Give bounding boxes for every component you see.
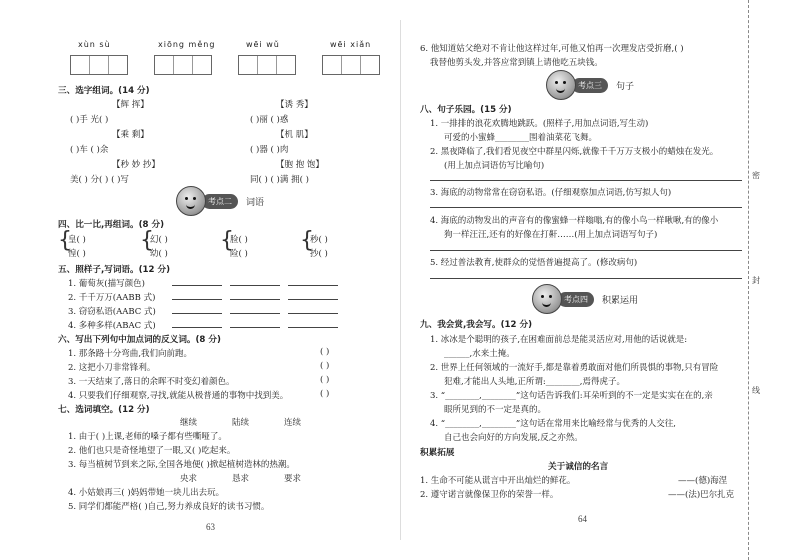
s4-r1c2: 幻( ) bbox=[150, 235, 168, 245]
badge-title: 积累运用 bbox=[602, 295, 639, 306]
answer-line[interactable] bbox=[230, 327, 280, 328]
answer-line[interactable] bbox=[172, 285, 222, 286]
s4-r2c2: 幼( ) bbox=[150, 249, 168, 259]
s7-item-5: 5. 同学们都能严格( )自己,努力养成良好的读书习惯。 bbox=[68, 502, 270, 512]
s3-group-2: 【诱 秀】 bbox=[276, 100, 313, 110]
page-number-left: 63 bbox=[206, 522, 215, 532]
badge-tag: 考点三 bbox=[572, 78, 608, 93]
badge-topic-3 bbox=[546, 70, 634, 100]
answer-line[interactable] bbox=[430, 207, 742, 208]
badge-topic-2 bbox=[176, 186, 264, 216]
s3-group-3: 【乘 剩】 bbox=[112, 130, 149, 140]
section-9-title: 九、我会赏,我会写。(12 分) bbox=[420, 320, 533, 330]
s3-group-5: 【秒 妙 抄】 bbox=[112, 160, 160, 170]
s3-group-1: 【辉 挥】 bbox=[112, 100, 149, 110]
answer-line[interactable] bbox=[288, 327, 338, 328]
quotes-subtitle: 关于诚信的名言 bbox=[548, 462, 609, 472]
s8-item-2b: (用上加点词语仿写比喻句) bbox=[444, 161, 545, 171]
s5-item-3: 3. 窃窃私语(AABC 式) bbox=[68, 307, 156, 317]
s6-answer-4[interactable]: ( ) bbox=[320, 389, 330, 399]
s6-answer-2[interactable]: ( ) bbox=[320, 361, 330, 371]
s5-item-1: 1. 葡萄灰(描写颜色) bbox=[68, 279, 145, 289]
s7-item-1: 1. 由于( )上课,老师的嗓子都有些嘶哑了。 bbox=[68, 432, 227, 442]
brace-icon: { bbox=[300, 228, 314, 253]
s6-answer-3[interactable]: ( ) bbox=[320, 375, 330, 385]
s3-group-4: 【机 肌】 bbox=[276, 130, 313, 140]
s8-item-4: 4. 海底的动物发出的声音有的像蜜蜂一样嗡嗡,有的像小鸟一样啾啾,有的像小 bbox=[430, 216, 719, 226]
answer-line[interactable] bbox=[230, 299, 280, 300]
badge-topic-4 bbox=[532, 284, 638, 314]
s6-item-3: 3. 一天结束了,落日的余晖不时变幻着颜色。 bbox=[68, 377, 235, 387]
badge-title: 词语 bbox=[246, 197, 265, 208]
seal-line bbox=[748, 0, 749, 560]
answer-line[interactable] bbox=[172, 327, 222, 328]
badge-title: 句子 bbox=[616, 81, 635, 92]
q6-line-1: 6. 他知道姑父绝对不肯让他这样过年,可他又怕再一次理发店受折磨,( ) bbox=[420, 44, 684, 54]
char-box-4[interactable] bbox=[322, 55, 380, 75]
s4-r1c4: 秒( ) bbox=[310, 235, 328, 245]
quote-2-author: ——(法)巴尔扎克 bbox=[668, 490, 735, 500]
s7-item-3: 3. 每当植树节到来之际,全国各地便( )掀起植树造林的热潮。 bbox=[68, 460, 295, 470]
s6-answer-1[interactable]: ( ) bbox=[320, 347, 330, 357]
s7-item-2: 2. 他们也只是奇怪地望了一眼,又( )吃起来。 bbox=[68, 446, 236, 456]
word-choice: 继续 bbox=[180, 418, 198, 428]
answer-line[interactable] bbox=[288, 299, 338, 300]
section-8-title: 八、句子乐园。(15 分) bbox=[420, 105, 512, 115]
answer-line[interactable] bbox=[288, 313, 338, 314]
s9-item-1b: ______,水来土掩。 bbox=[444, 349, 515, 359]
s8-item-1: 1. 一排排的浪花欢腾地跳跃。(照样子,用加点词语,写生动) bbox=[430, 119, 649, 129]
answer-line[interactable] bbox=[430, 278, 742, 279]
answer-line[interactable] bbox=[172, 299, 222, 300]
answer-line[interactable] bbox=[172, 313, 222, 314]
s3-group-6: 【胞 抱 饱】 bbox=[276, 160, 324, 170]
section-7-title: 七、选词填空。(12 分) bbox=[58, 405, 150, 415]
word-choice: 要求 bbox=[284, 474, 302, 484]
answer-line[interactable] bbox=[430, 250, 742, 251]
brace-icon: { bbox=[58, 228, 72, 253]
s4-r2c3: 险( ) bbox=[230, 249, 248, 259]
s9-item-3b: 眼所见到的不一定是真的。 bbox=[444, 405, 547, 415]
section-4-title: 四、比一比,再组词。(8 分) bbox=[58, 220, 165, 230]
s3-row-2b: ( )器 ( )肉 bbox=[250, 145, 289, 155]
s9-item-4b: 自己也会向好的方向发展,反之亦然。 bbox=[444, 433, 583, 443]
badge-tag: 考点四 bbox=[558, 292, 594, 307]
extension-title: 积累拓展 bbox=[420, 448, 455, 458]
mascot-icon bbox=[546, 70, 576, 100]
s3-row-3a: 美( ) 分( ) ( )写 bbox=[70, 175, 129, 185]
s8-item-2: 2. 黑夜降临了,我们看见夜空中群星闪烁,就像千千万万支极小的蜡烛在发光。 bbox=[430, 147, 719, 157]
page-divider bbox=[400, 20, 401, 540]
mascot-icon bbox=[532, 284, 562, 314]
s9-item-3: 3. “________,________”这句话告诉我们:耳朵听到的不一定是实实在在的,亲 bbox=[430, 391, 713, 401]
char-box-3[interactable] bbox=[238, 55, 296, 75]
s4-r2c1: 惶( ) bbox=[68, 249, 86, 259]
pinyin-2: xiōng měng bbox=[158, 40, 216, 49]
s9-item-1: 1. 冰冰是个聪明的孩子,在困难面前总是能灵活应对,用他的话说就是: bbox=[430, 335, 688, 345]
s3-row-2a: ( )车 ( )余 bbox=[70, 145, 109, 155]
seal-char: 封 bbox=[752, 276, 760, 285]
s8-item-4b: 狗一样汪汪,还有的好像在打鼾……(用上加点词语写句子) bbox=[444, 230, 658, 240]
s9-item-2: 2. 世界上任何领域的一流好手,都是靠着勇敢面对他们所畏惧的事物,只有冒险 bbox=[430, 363, 719, 373]
s5-item-2: 2. 千千万万(AABB 式) bbox=[68, 293, 156, 303]
seal-char: 密 bbox=[752, 171, 760, 180]
s8-item-5: 5. 经过普法教育,使群众的觉悟普遍提高了。(修改病句) bbox=[430, 258, 638, 268]
s6-item-1: 1. 那条路十分弯曲,我们向前跑。 bbox=[68, 349, 193, 359]
pinyin-4: wēi xiǎn bbox=[330, 40, 372, 49]
s8-item-3: 3. 海底的动物常常在窃窃私语。(仔细观察加点词语,仿写拟人句) bbox=[430, 188, 672, 198]
word-choice: 恳求 bbox=[232, 474, 250, 484]
s9-item-4: 4. “________,________”这句话在常用来比喻经常与优秀的人交往, bbox=[430, 419, 676, 429]
s9-item-2b: 犯难,才能出人头地,正所谓:________,焉得虎子。 bbox=[444, 377, 625, 387]
word-choice: 陆续 bbox=[232, 418, 250, 428]
pinyin-3: wēi wǔ bbox=[246, 40, 280, 49]
answer-line[interactable] bbox=[230, 313, 280, 314]
answer-line[interactable] bbox=[430, 180, 742, 181]
answer-line[interactable] bbox=[288, 285, 338, 286]
word-choice: 央求 bbox=[180, 474, 198, 484]
section-5-title: 五、照样子,写词语。(12 分) bbox=[58, 265, 171, 275]
section-6-title: 六、写出下列句中加点词的反义词。(8 分) bbox=[58, 335, 221, 345]
pinyin-1: xùn sù bbox=[78, 40, 111, 49]
s6-item-4: 4. 只要我们仔细观察,寻找,就能从极普通的事物中找到美。 bbox=[68, 391, 289, 401]
quote-1: 1. 生命不可能从谎言中开出灿烂的鲜花。 bbox=[420, 476, 576, 486]
s4-r2c4: 抄( ) bbox=[310, 249, 328, 259]
seal-char: 线 bbox=[752, 386, 760, 395]
word-choice: 连续 bbox=[284, 418, 302, 428]
char-box-1[interactable] bbox=[70, 55, 128, 75]
brace-icon: { bbox=[220, 228, 234, 253]
quote-2: 2. 遵守诺言就像保卫你的荣誉一样。 bbox=[420, 490, 559, 500]
s8-item-1b: 可爱的小蜜蜂________围着油菜花飞舞。 bbox=[444, 133, 598, 143]
section-3-title: 三、选字组词。(14 分) bbox=[58, 86, 150, 96]
page-number-right: 64 bbox=[578, 514, 587, 524]
quote-1-author: ——(德)海涅 bbox=[678, 476, 728, 486]
s5-item-4: 4. 多种多样(ABAC 式) bbox=[68, 321, 156, 331]
char-box-2[interactable] bbox=[154, 55, 212, 75]
s3-row-3b: 同( ) ( )满 拥( ) bbox=[250, 175, 309, 185]
s4-r1c3: 脸( ) bbox=[230, 235, 248, 245]
s6-item-2: 2. 这把小刀非常锋利。 bbox=[68, 363, 156, 373]
mascot-icon bbox=[176, 186, 206, 216]
brace-icon: { bbox=[140, 228, 154, 253]
s4-r1c1: 皇( ) bbox=[68, 235, 86, 245]
s3-row-1a: ( )手 光( ) bbox=[70, 115, 109, 125]
q6-line-2: 我替他剪头发,并答应常到镇上请他吃五块钱。 bbox=[430, 58, 603, 68]
answer-line[interactable] bbox=[230, 285, 280, 286]
badge-tag: 考点二 bbox=[202, 194, 238, 209]
s7-item-4: 4. 小姑娘再三( )妈妈带她一块儿出去玩。 bbox=[68, 488, 225, 498]
s3-row-1b: ( )丽 ( )惑 bbox=[250, 115, 289, 125]
